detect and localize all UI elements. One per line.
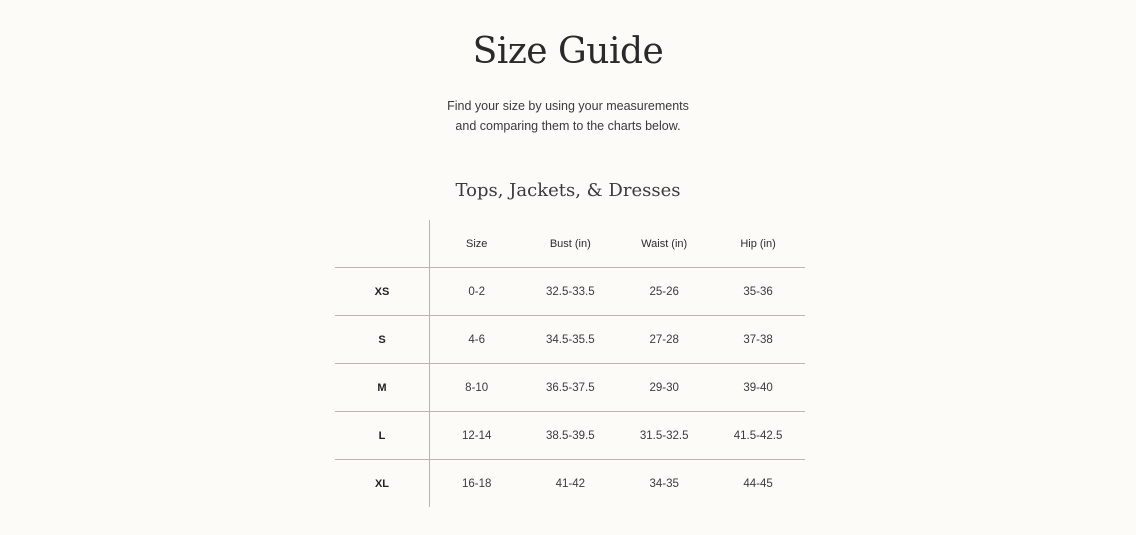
table-cell: 41.5-42.5 <box>711 412 805 460</box>
table-cell: 44-45 <box>743 477 773 490</box>
table-row <box>335 316 805 364</box>
section-title: Tops, Jackets, & Dresses <box>455 180 681 201</box>
table-cell: 0-2 <box>430 268 524 316</box>
row-label: XL <box>335 460 430 508</box>
table-cell: 34-35 <box>649 477 679 490</box>
subtitle-line: Find your size by using your measurements <box>447 99 689 113</box>
table-cell: 12-14 <box>430 412 524 460</box>
column-header-size: Size <box>430 220 524 268</box>
table-row <box>335 412 805 460</box>
table-cell: 25-26 <box>617 268 711 316</box>
page-title: Size Guide <box>472 31 664 72</box>
table-cell: 27-28 <box>617 316 711 364</box>
table-cell: 38.5-39.5 <box>523 412 617 460</box>
row-label: XS <box>335 268 430 316</box>
table-cell: 39-40 <box>711 364 805 412</box>
table-cell: 8-10 <box>430 364 524 412</box>
table-cell: 41-42 <box>555 477 586 490</box>
table-cell: 16-18 <box>461 477 492 490</box>
table-cell: 36.5-37.5 <box>523 364 617 412</box>
table-cell: 29-30 <box>617 364 711 412</box>
table-row <box>335 268 805 316</box>
table-cell: 31.5-32.5 <box>617 412 711 460</box>
size-table <box>335 220 805 507</box>
table-row <box>335 460 805 508</box>
column-header-bust: Bust (in) <box>523 220 617 268</box>
table-header-row <box>335 220 805 268</box>
row-label: S <box>335 316 430 364</box>
table-corner-cell <box>335 220 430 268</box>
table-cell: 4-6 <box>430 316 524 364</box>
table-row <box>335 364 805 412</box>
table-cell: 32.5-33.5 <box>523 268 617 316</box>
table-cell: 37-38 <box>711 316 805 364</box>
table-cell: 34.5-35.5 <box>523 316 617 364</box>
column-header-hip: Hip (in) <box>711 220 805 268</box>
subtitle-line: and comparing them to the charts below. <box>455 119 681 133</box>
column-header-waist: Waist (in) <box>617 220 711 268</box>
table-cell: 35-36 <box>711 268 805 316</box>
page-subtitle <box>0 96 1136 136</box>
row-label: L <box>335 412 430 460</box>
row-label: M <box>335 364 430 412</box>
